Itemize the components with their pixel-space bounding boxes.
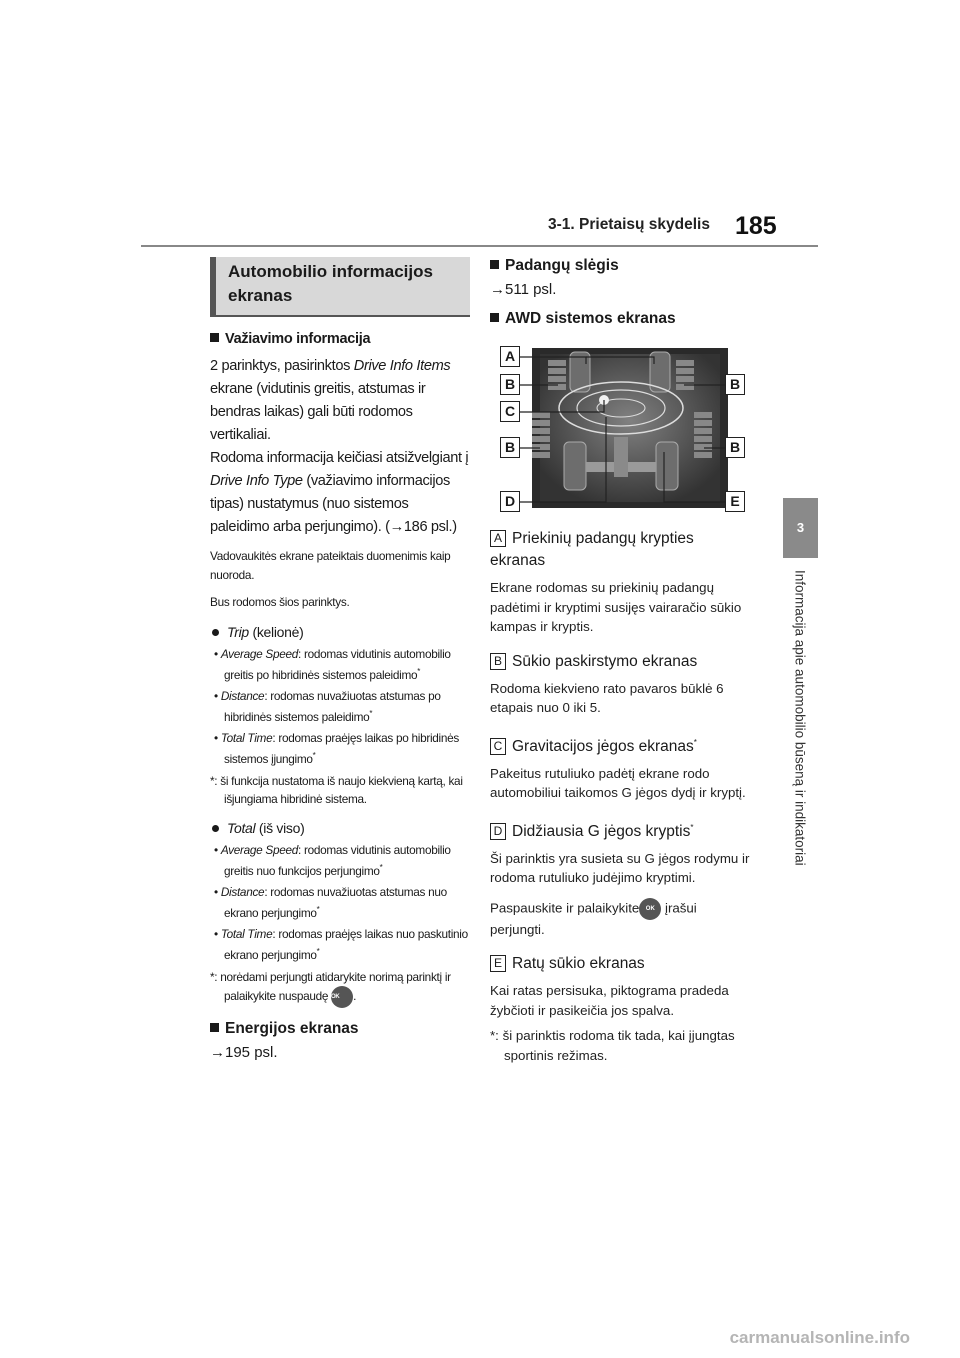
item-term: Distance (220, 884, 265, 899)
item-b-title (490, 651, 752, 673)
item-term: Total Time (220, 926, 273, 941)
footnote-mark: * (369, 708, 373, 718)
energy-page-reference[interactable]: →195 psl. (210, 1043, 278, 1061)
trip-title: Trip (227, 624, 249, 640)
text-run-italic: Drive Info Items (353, 358, 451, 374)
item-d-text: Ši parinktis yra susieta su G jėgos rodymu ir rodoma rutuliuko judėjimo kryptimi. (490, 850, 750, 886)
note-options: Bus rodomos šios parinktys. (210, 595, 350, 609)
left-column (210, 257, 470, 1071)
item-term: Average Speed (220, 842, 299, 857)
item-a-title (490, 528, 752, 572)
total-footnote (210, 968, 470, 1008)
trip-footnote: *: ši funkcija nustatoma iš naujo kiekvieną kartą, kai išjungiama hibridinė sistema. (210, 773, 463, 806)
item-b-text: Rodoma kiekvieno rato pavaros būklė 6 etapais nuo 0 iki 5. (490, 680, 724, 715)
awd-footnote: *: ši parinktis rodoma tik tada, kai įjungtas sportinis režimas. (490, 1028, 735, 1063)
item-c-title (490, 732, 752, 758)
item-a-text: Ekrane rodomas su priekinių padangų padėtimi ir kryptimi susijęs vairaračio sūkio kampas ir kryptis. (490, 580, 742, 634)
item-text: : rodomas nuvažiuotas atstumas po hibridinės sistemos paleidimo (224, 688, 441, 724)
item-title-text: Didžiausia G jėgos kryptis (512, 822, 691, 840)
item-e-text: Kai ratas persisuka, piktograma pradeda žybčioti ir pasikeičia jos spalva. (490, 983, 729, 1018)
text-run: 2 parinktys, pasirinktos (210, 358, 354, 374)
page-reference-link[interactable]: →186 psl.) (389, 519, 457, 535)
footnote-mark: * (690, 822, 694, 832)
drive-info-heading (210, 331, 470, 347)
figure-label-e: E (725, 491, 745, 512)
tires-heading-text: Padangų slėgis (505, 257, 619, 274)
label-d-box: D (490, 823, 506, 840)
item-e-title (490, 953, 752, 975)
item-title-text: Gravitacijos jėgos ekranas (512, 737, 694, 755)
footnote-mark: * (417, 667, 421, 676)
footnote-mark: * (379, 862, 383, 872)
total-item: • Total Time: rodomas praėjęs laikas nuo paskutinio ekrano perjungimo* (214, 926, 468, 962)
figure-label-b: B (500, 374, 520, 395)
trip-item: • Total Time: rodomas praėjęs laikas po hibridinės sistemos įjungimo* (214, 730, 459, 766)
label-a-box: A (490, 530, 506, 547)
figure-label-a: A (500, 346, 520, 367)
section-header: 3-1. Prietaisų skydelis (548, 216, 710, 233)
item-title-text: Ratų sūkio ekranas (512, 955, 645, 973)
item-d-title (490, 817, 752, 843)
label-b-box: B (490, 653, 506, 670)
press-hold-text (490, 898, 752, 940)
item-text: : rodomas vidutinis automobilio greitis po hibridinės sistemos paleidimo (224, 647, 451, 682)
watermark: carmanualsonline.info (729, 1328, 910, 1347)
item-term: Average Speed (220, 647, 299, 661)
right-column (490, 257, 752, 1065)
ok-button-icon: OK (639, 898, 661, 920)
wheel-rear-right (656, 442, 678, 490)
note-guide: Vadovaukitės ekrane pateiktais duomenimis kaip nuoroda. (210, 549, 451, 582)
drive-info-paragraph-1 (210, 355, 470, 447)
awd-display-illustration (490, 342, 752, 514)
figure-label-b: B (725, 374, 745, 395)
item-term: Distance (220, 688, 265, 703)
awd-display-figure (490, 342, 752, 514)
total-title-rest: (iš viso) (255, 819, 305, 836)
footnote-mark: * (316, 946, 320, 956)
figure-label-c: C (500, 401, 520, 422)
item-title-text: Priekinių padangų krypties ekranas (490, 530, 694, 569)
total-heading (210, 820, 470, 836)
awd-heading-text: AWD sistemos ekranas (505, 310, 676, 327)
drive-info-paragraph-2 (210, 447, 470, 539)
square-bullet-icon (210, 333, 219, 342)
footnote-mark: * (693, 737, 697, 747)
item-text: : rodomas vidutinis automobilio greitis nuo funkcijos perjungimo (224, 842, 451, 878)
footnote-text: *: norėdami perjungti atidarykite norimą parinktį ir palaikykite nuspaudę (210, 969, 451, 1003)
figure-label-b: B (500, 437, 520, 458)
round-bullet-icon (212, 825, 219, 832)
label-c-box: C (490, 738, 506, 755)
chapter-tab: 3 (783, 498, 818, 558)
tires-heading (490, 257, 752, 275)
square-bullet-icon (490, 260, 499, 269)
round-bullet-icon (212, 629, 219, 636)
item-text: : rodomas praėjęs laikas nuo paskutinio ekrano perjungimo (224, 926, 468, 962)
press-text-a: Paspauskite ir palaikykite (490, 900, 640, 916)
trip-item: • Average Speed: rodomas vidutinis automobilio greitis po hibridinės sistemos paleidimo* (214, 647, 451, 682)
item-text: : rodomas praėjęs laikas po hibridinės sistemos įjungimo (224, 730, 459, 766)
text-run: (važiavimo informacijos tipas) nustatymus (nuo sistemos paleidimo arba perjungimo). ( (210, 473, 450, 535)
energy-heading-text: Energijos ekranas (225, 1019, 359, 1037)
tires-page-reference[interactable]: →511 psl. (490, 281, 557, 298)
figure-label-b: B (725, 437, 745, 458)
label-e-box: E (490, 955, 506, 972)
item-text: : rodomas nuvažiuotas atstumas nuo ekrano perjungimo (224, 884, 447, 920)
trip-heading (210, 624, 470, 640)
text-run: Rodoma informacija keičiasi atsižvelgiant į (210, 450, 469, 466)
total-item: • Distance: rodomas nuvažiuotas atstumas nuo ekrano perjungimo* (214, 884, 447, 920)
footnote-mark: * (316, 904, 320, 914)
press-text-b: įrašui perjungti. (490, 900, 697, 937)
footnote-end: . (353, 988, 357, 1003)
item-title-text: Sūkio paskirstymo ekranas (512, 652, 698, 670)
text-run: ekrane (vidutinis greitis, atstumas ir bendras laikas) gali būti rodomos vertikaliai. (210, 381, 426, 443)
text-run-italic: Drive Info Type (210, 473, 303, 489)
square-bullet-icon (210, 1023, 219, 1032)
awd-heading (490, 310, 752, 328)
item-term: Total Time (220, 730, 273, 745)
wheel-rear-left (564, 442, 586, 490)
footnote-mark: * (312, 750, 316, 760)
page-number: 185 (735, 212, 777, 240)
square-bullet-icon (490, 313, 499, 322)
energy-heading (210, 1020, 470, 1038)
drive-info-heading-text: Važiavimo informacija (225, 331, 371, 347)
drive-shaft (614, 437, 628, 477)
header-divider (141, 245, 818, 247)
chapter-side-title-text: Informacija apie automobilio būseną ir indikatoriai (792, 570, 808, 866)
trip-item: • Distance: rodomas nuvažiuotas atstumas po hibridinės sistemos paleidimo* (214, 688, 441, 724)
chapter-side-title (770, 570, 830, 910)
total-title: Total (227, 819, 256, 836)
item-c-text: Pakeitus rutuliuko padėtį ekrane rodo automobiliui taikomos G jėgos dydį ir kryptį. (490, 765, 746, 801)
ok-button-icon: OK (331, 986, 353, 1008)
section-title-box: Automobilio informacijos ekranas (210, 257, 470, 317)
trip-title-rest: (kelionė) (248, 624, 304, 640)
figure-label-d: D (500, 491, 520, 512)
total-item: • Average Speed: rodomas vidutinis automobilio greitis nuo funkcijos perjungimo* (214, 842, 451, 878)
